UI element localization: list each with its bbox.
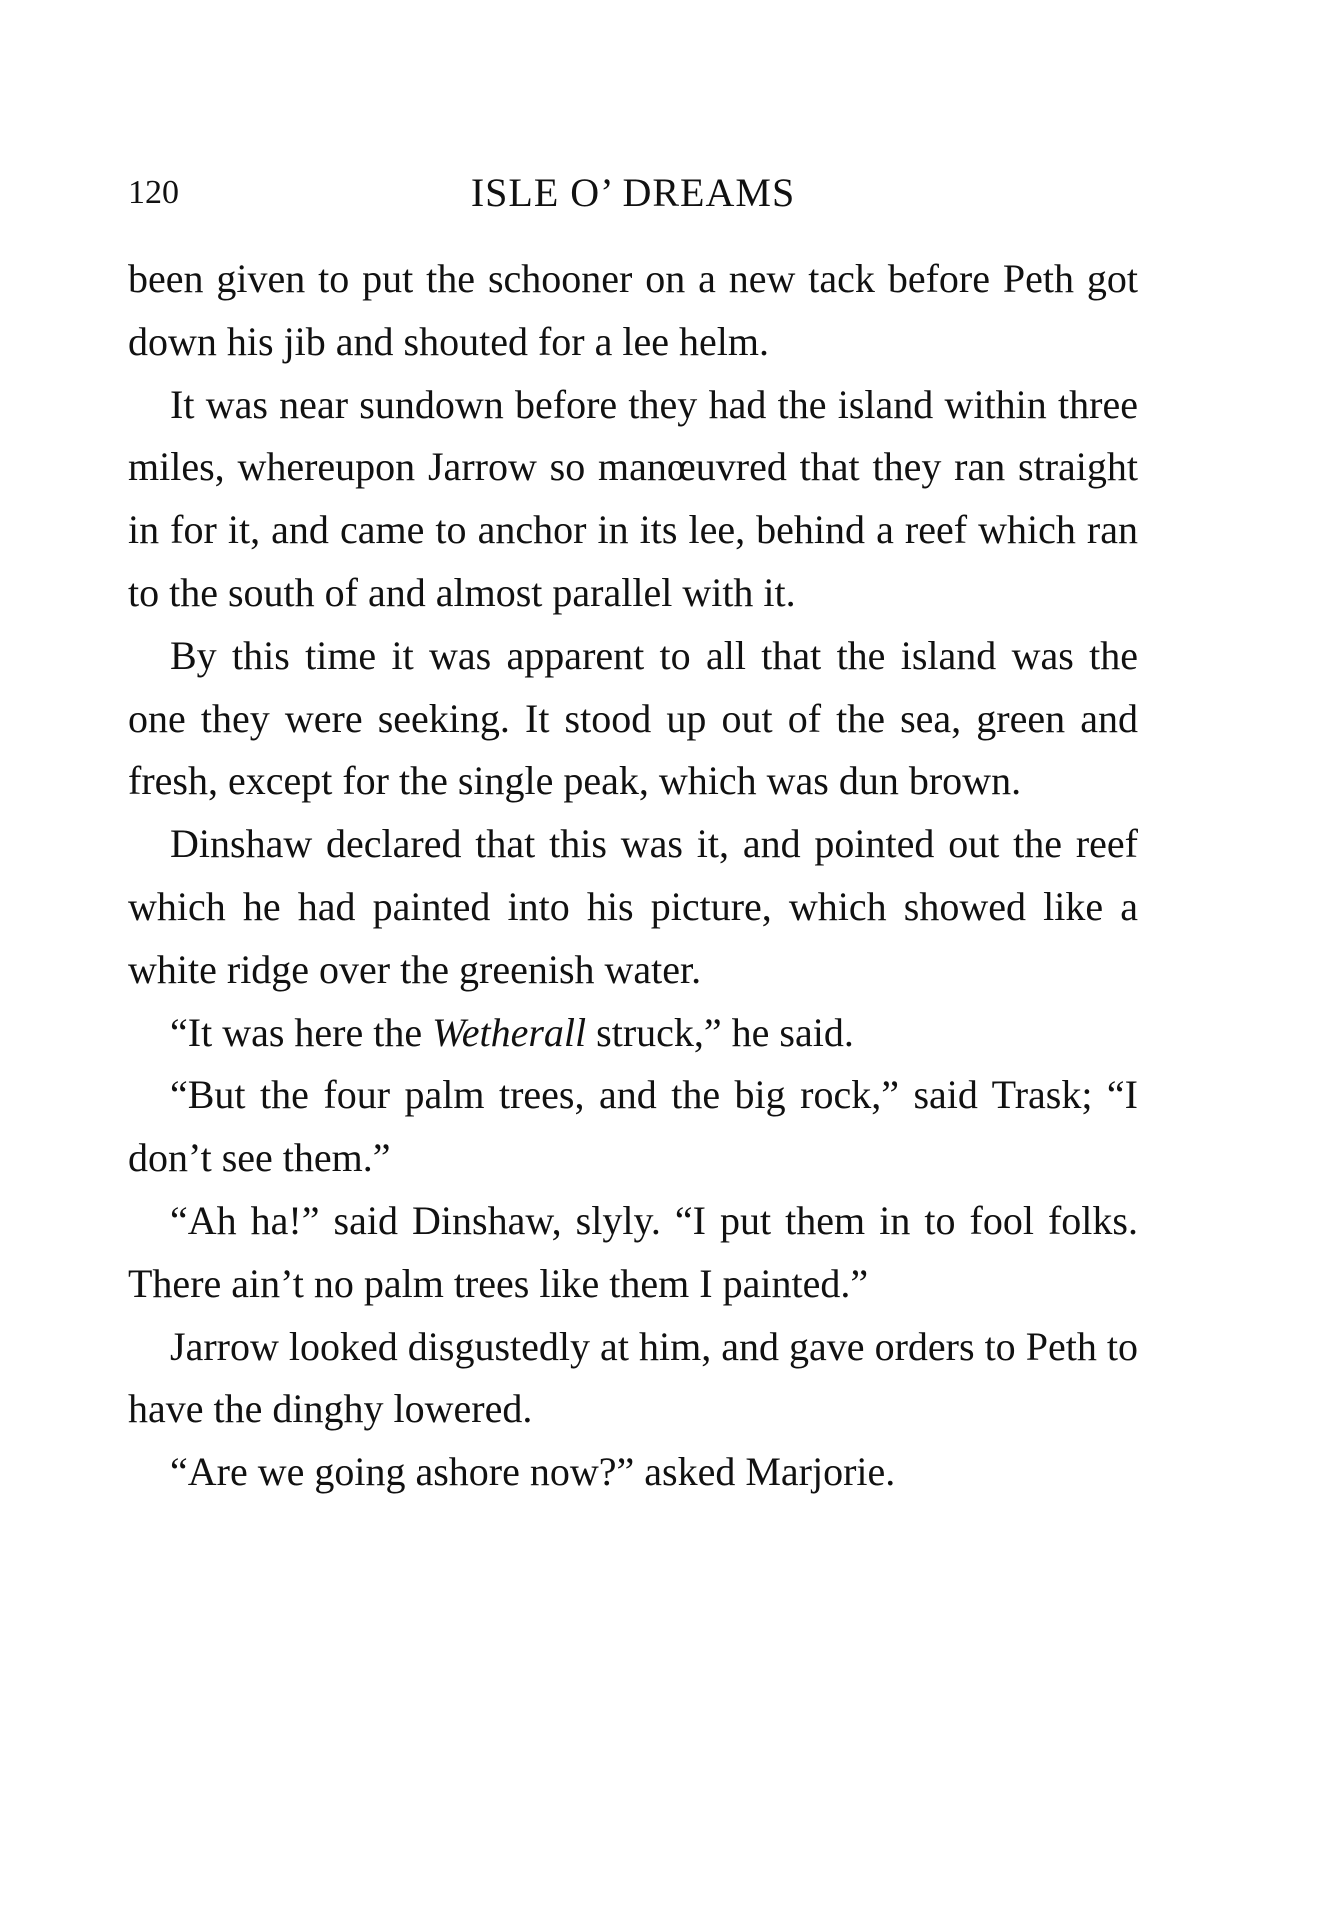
page-number: 120 bbox=[128, 174, 179, 211]
paragraph: “Are we going ashore now?” asked Marjorie. bbox=[170, 1449, 896, 1495]
ship-name: Wetherall bbox=[432, 1009, 587, 1055]
dialogue-text: “It was here the bbox=[170, 1009, 433, 1055]
paragraph: Dinshaw declared that this was it, and pointed out the reef which he had painted into his picture, which showed like a white ridge over the greenish water. bbox=[128, 821, 1138, 992]
paragraph: By this time it was apparent to all that the island was the one they were seeking. It stood up out of the sea, green and fresh, except for the single peak, which was dun brown. bbox=[128, 632, 1138, 804]
paragraph: “Ah ha!” said Dinshaw, slyly. “I put them in to fool folks. There ain’t no palm trees like them I painted.” bbox=[128, 1197, 1138, 1306]
running-head bbox=[128, 168, 1138, 218]
paragraph: “But the four palm trees, and the big rock,” said Trask; “I don’t see them.” bbox=[128, 1072, 1138, 1181]
body-text bbox=[128, 248, 1138, 1504]
running-title: ISLE O’ DREAMS bbox=[470, 170, 796, 215]
paragraph: been given to put the schooner on a new tack before Peth got down his jib and shouted for a lee helm. bbox=[128, 256, 1138, 364]
paragraph: It was near sundown before they had the island within three miles, whereupon Jarrow so manœuvred that they ran straight in for it, and came to anchor in its lee, behind a reef which ran to the south of and almost parallel with it. bbox=[128, 381, 1138, 615]
paragraph: Jarrow looked disgustedly at him, and gave orders to Peth to have the dinghy lowered. bbox=[128, 1323, 1138, 1432]
dialogue-text: struck,” he said. bbox=[586, 1009, 854, 1055]
paragraph bbox=[128, 1002, 1138, 1065]
